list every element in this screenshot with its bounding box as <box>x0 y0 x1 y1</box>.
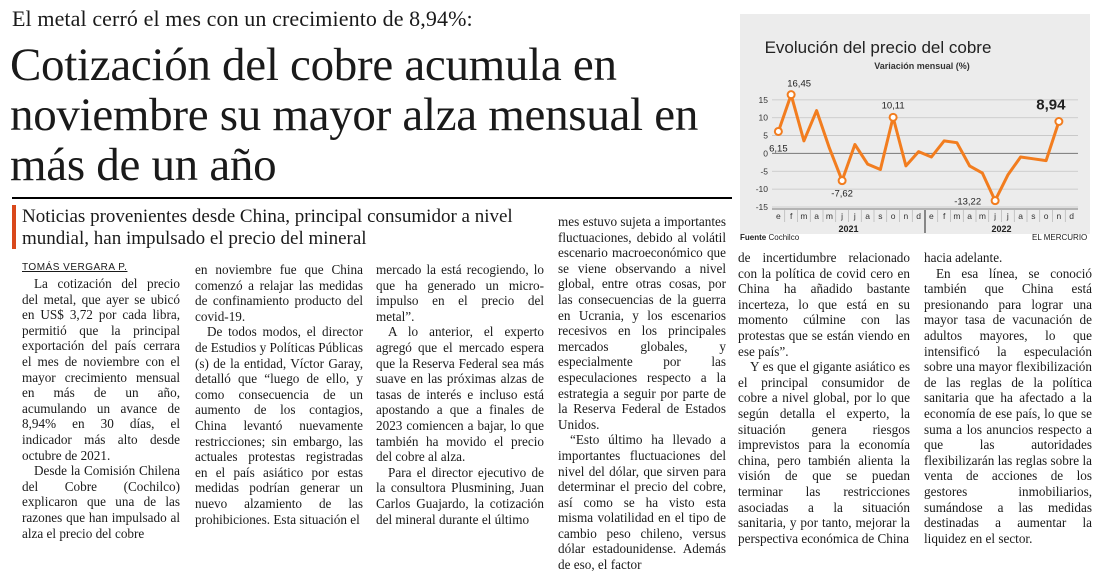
article-column-5 <box>738 250 910 546</box>
chart-data-point <box>1007 174 1009 176</box>
chart-data-label: 16,45 <box>787 78 812 90</box>
article-column-1 <box>22 276 180 541</box>
chart-data-point <box>828 147 830 149</box>
chart-x-tick-label: m <box>825 211 833 221</box>
chart-x-tick-label: s <box>1031 211 1036 221</box>
chart-y-tick-label: 5 <box>763 130 768 141</box>
chart-y-tick-label: -10 <box>755 184 768 195</box>
article-column-4 <box>558 214 726 573</box>
chart-source <box>740 233 799 242</box>
article-paragraph: Desde la Comisión Chilena del Cobre (Cochilco) explicaron que una de las razones que han impulsado al alza el precio del cobre <box>22 463 180 541</box>
headline-rule <box>12 197 732 199</box>
article-paragraph: de incertidumbre relacionado con la política de covid cero en China ha añadido bastante incerteza, lo que está en su momento cúlmine con las protestas que se están viendo en ese país”. <box>738 250 910 359</box>
chart-data-point <box>1045 159 1047 161</box>
chart-data-label: -13,22 <box>954 196 982 208</box>
chart-data-label: 6,15 <box>769 143 788 155</box>
article-column-6 <box>924 250 1092 546</box>
chart-annotation-marker <box>1055 118 1062 125</box>
chart-x-tick-label: j <box>853 211 856 221</box>
chart-x-tick-label: e <box>776 211 781 221</box>
article-headline: Cotización del cobre acumula en noviembre su mayor alza mensual en más de un año <box>10 39 699 191</box>
chart-data-point <box>930 156 932 158</box>
chart-x-tick-label: j <box>841 211 844 221</box>
chart-data-point <box>956 142 958 144</box>
subheadline-accent-bar <box>12 205 16 249</box>
chart-year-label: 2021 <box>838 224 859 234</box>
article-paragraph: Y es que el gigante asiático es el principal consumidor de cobre a nivel global, por lo que según detalla el experto, la situación genera riesgos imprevistos para la economía china, pero también alienta la visión de que se puedan terminar las restricciones asociadas a la situación sanitaria, y por tanto, mejorar la perspectiva económica de China <box>738 359 910 546</box>
chart-annotation-marker <box>839 177 846 184</box>
chart-annotation-marker <box>775 128 782 135</box>
chart-source-value: Cochilco <box>768 233 800 242</box>
chart-x-tick-label: n <box>903 211 909 221</box>
chart-x-tick-label: o <box>1043 211 1049 221</box>
chart-x-tick-label: a <box>1018 211 1023 221</box>
chart-data-point <box>968 165 970 167</box>
article-paragraph: en noviembre fue que China comenzó a relajar las medidas de confinamiento producto del covid-19. <box>195 262 363 324</box>
chart-y-tick-label: 10 <box>758 112 768 123</box>
chart-y-tick-label: 0 <box>763 148 768 159</box>
copper-price-chart <box>740 14 1090 234</box>
chart-x-tick-label: d <box>1069 211 1074 221</box>
chart-data-point <box>866 163 868 165</box>
chart-y-tick-label: -15 <box>755 202 768 212</box>
article-kicker: El metal cerró el mes con un crecimiento de 8,94%: <box>12 6 473 31</box>
chart-data-point <box>905 165 907 167</box>
article-column-3 <box>376 262 544 527</box>
article-paragraph: hacia adelante. <box>924 250 1003 265</box>
chart-x-tick-label: m <box>953 211 961 221</box>
article-subheadline: Noticias provenientes desde China, principal consumidor a nivel mundial, han impulsado el precio del mineral <box>22 206 513 249</box>
chart-data-point <box>943 140 945 142</box>
chart-x-tick-label: a <box>967 211 972 221</box>
chart-data-label: 10,11 <box>881 100 905 112</box>
chart-x-tick-label: e <box>929 211 934 221</box>
chart-title: Evolución del precio del cobre <box>764 38 992 57</box>
chart-year-label: 2022 <box>991 224 1012 234</box>
chart-data-label: -7,62 <box>831 188 853 200</box>
chart-x-tick-label: m <box>800 211 808 221</box>
chart-data-point <box>854 143 856 145</box>
chart-annotation-marker <box>890 114 897 121</box>
chart-x-tick-label: n <box>1056 211 1062 221</box>
chart-x-tick-label: d <box>916 211 921 221</box>
chart-data-point <box>879 168 881 170</box>
article-column-2 <box>195 262 363 527</box>
chart-x-tick-label: f <box>942 211 946 221</box>
chart-annotation-marker <box>788 91 795 98</box>
article-paragraph: “Esto último ha llevado a importantes fluctuaciones del nivel del dólar, que sirven para determinar el precio del cobre, así como se ha visto esta misma volatilidad en el tipo de cambio peso chileno, versus dólar estadounidense. Además de eso, el factor <box>558 432 726 573</box>
article-paragraph: En esa línea, se conoció también que China está presionando para lograr una mayor tasa de vacunación de adultos mayores, lo que intensificó la especulación sobre una mayor flexibilización de las reglas de la política sanitaria que ha afectado a la economía de ese país, lo que se suma a los anuncios respecto a que las autoridades flexibilizarán las reglas sobre la venta de acciones de los gestores inmobiliarios, sumándose a las medidas destinadas a aumentar la liquidez en el sector. <box>924 265 1092 546</box>
chart-data-point <box>917 150 919 152</box>
chart-data-point <box>1019 156 1021 158</box>
chart-x-tick-label: a <box>865 211 870 221</box>
chart-x-tick-label: m <box>978 211 986 221</box>
article-paragraph: Para el director ejecutivo de la consultora Plusmining, Juan Carlos Guajardo, la cotización del mineral durante el último <box>376 464 544 527</box>
chart-y-tick-label: 15 <box>758 94 768 105</box>
chart-data-point <box>803 140 805 142</box>
chart-x-tick-label: a <box>814 211 819 221</box>
chart-x-tick-label: j <box>1006 211 1009 221</box>
article-paragraph: De todos modos, el director de Estudios y Políticas Públicas (s) de la entidad, Víctor Garay, detalló que “luego de ello, y como consecuencia de un aumento de los contagios, China levantó nuevamente restricciones; sin embargo, las actuales protestas registradas en el país asiático por estas medidas podrían generar un nuevo alzamiento de las prohibiciones. Esta situación el <box>195 324 363 527</box>
chart-data-point <box>1032 158 1034 160</box>
article-paragraph: mercado la está recogiendo, lo que ha generado un microimpulso en el precio del metal”. <box>376 262 544 324</box>
chart-x-tick-label: o <box>890 211 896 221</box>
chart-data-label: 8,94 <box>1036 96 1066 114</box>
article-byline: TOMÁS VERGARA P. <box>22 262 128 273</box>
chart-y-tick-label: -5 <box>760 166 768 177</box>
chart-data-point <box>981 172 983 174</box>
chart-source-label: Fuente <box>740 233 767 242</box>
chart-x-tick-label: j <box>994 211 997 221</box>
chart-subtitle: Variación mensual (%) <box>874 61 970 71</box>
article-paragraph: La cotización del precio del metal, que ayer se ubicó en US$ 3,72 por cada libra, permitió que la principal exportación del país cerrara el mes de noviembre con el mayor crecimiento mensual en más de un año, acumulando un avance de 8,94% en 30 días, el indicador más alto desde octubre de 2021. <box>22 276 180 463</box>
chart-annotation-marker <box>992 197 999 204</box>
chart-credit: EL MERCURIO <box>1032 233 1088 242</box>
chart-data-point <box>815 109 817 111</box>
article-paragraph: mes estuvo sujeta a importantes fluctuaciones, debido al volátil escenario macroeconómico que se viene observando a nivel global, entre otras cosas, por las consecuencias de la guerra en Ucrania, y los escenarios recesivos en los principales mercados globales, y especialmente por las especulaciones respecto a la estrategia a seguir por parte de la Reserva Federal de Estados Unidos. <box>558 214 726 432</box>
chart-x-tick-label: s <box>878 211 883 221</box>
chart-x-tick-label: f <box>789 211 793 221</box>
article-paragraph: A lo anterior, el experto agregó que el mercado espera que la Reserva Federal sea más suave en las próximas alzas de tasas de interés e incluso está apostando a que a finales de 2023 comiencen a bajar, lo que también ha movido el precio del cobre al alza. <box>376 324 544 465</box>
